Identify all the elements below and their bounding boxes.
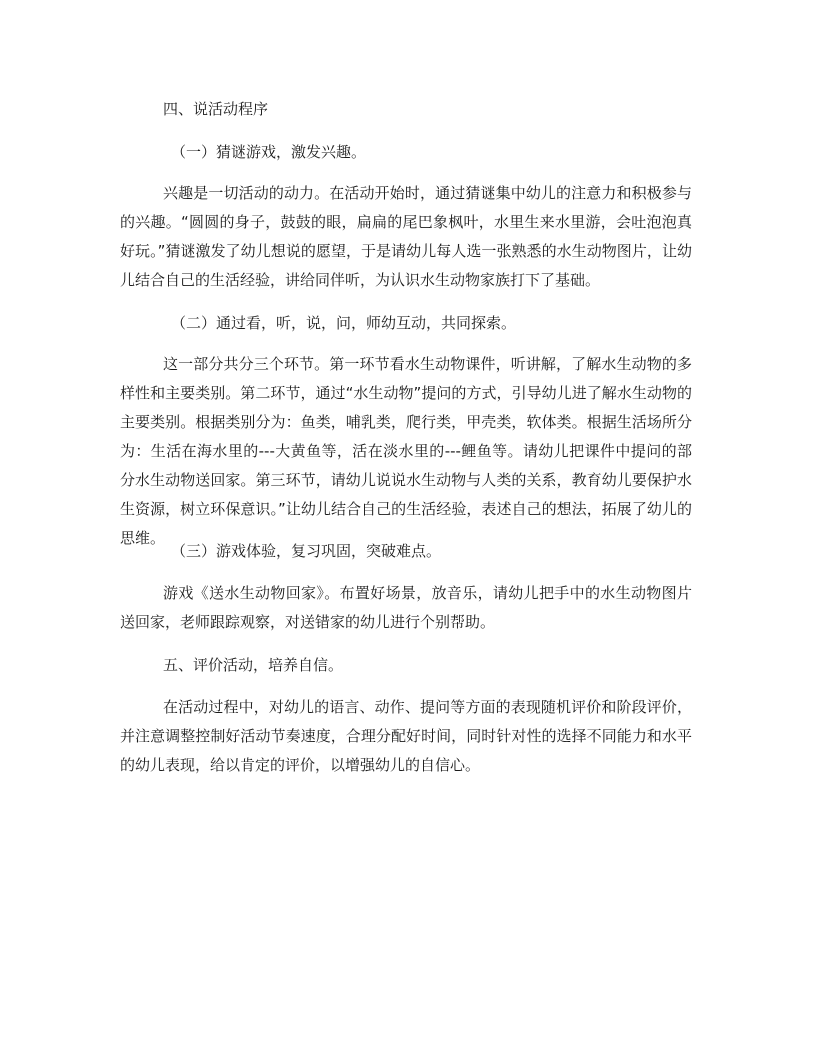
subsection-3-paragraph: 游戏《送水生动物回家》。布置好场景，放音乐，请幼儿把手中的水生动物图片送回家，老师跟踪观察，对送错家的幼儿进行个别帮助。 [120, 584, 692, 631]
subsection-1-heading: （一）猜谜游戏，激发兴趣。 [171, 143, 367, 161]
subsection-3-heading: （三）游戏体验，复习巩固，突破难点。 [171, 542, 442, 560]
section-4-heading: 四、说活动程序 [163, 100, 269, 118]
section-5-paragraph: 在活动过程中，对幼儿的语言、动作、提问等方面的表现随机评价和阶段评价，并注意调整控制好活动节奏速度，合理分配好时间，同时针对性的选择不同能力和水平的幼儿表现，给以肯定的评价，以增强幼儿的自信心。 [120, 698, 692, 774]
subsection-1-paragraph: 兴趣是一切活动的动力。在活动开始时，通过猜谜集中幼儿的注意力和积极参与的兴趣。“圆圆的身子，鼓鼓的眼，扁扁的尾巴象枫叶，水里生来水里游，会吐泡泡真好玩。”猜谜激发了幼儿想说的愿望，于是请幼儿每人选一张熟悉的水生动物图片，让幼儿结合自己的生活经验，讲给同伴听，为认识水生动物家族打下了基础。 [120, 184, 692, 289]
section-5-heading: 五、评价活动，培养自信。 [163, 656, 344, 674]
subsection-2-heading: （二）通过看，听，说，问，师幼互动，共同探索。 [171, 314, 517, 332]
subsection-2-paragraph: 这一部分共分三个环节。第一环节看水生动物课件，听讲解，了解水生动物的多样性和主要类别。第二环节，通过“水生动物”提问的方式，引导幼儿进了解水生动物的主要类别。根据类别分为：鱼类，哺乳类，爬行类，甲壳类，软体类。根据生活场所分为：生活在海水里的---大黄鱼等，活在淡水里的---鲤鱼等。请幼儿把课件中提问的部分水生动物送回家。第三环节，请幼儿说说水生动物与人类的关系，教育幼儿要保护水生资源，树立环保意识。”让幼儿结合自己的生活经验，表述自己的想法，拓展了幼儿的思维。 [120, 355, 692, 547]
